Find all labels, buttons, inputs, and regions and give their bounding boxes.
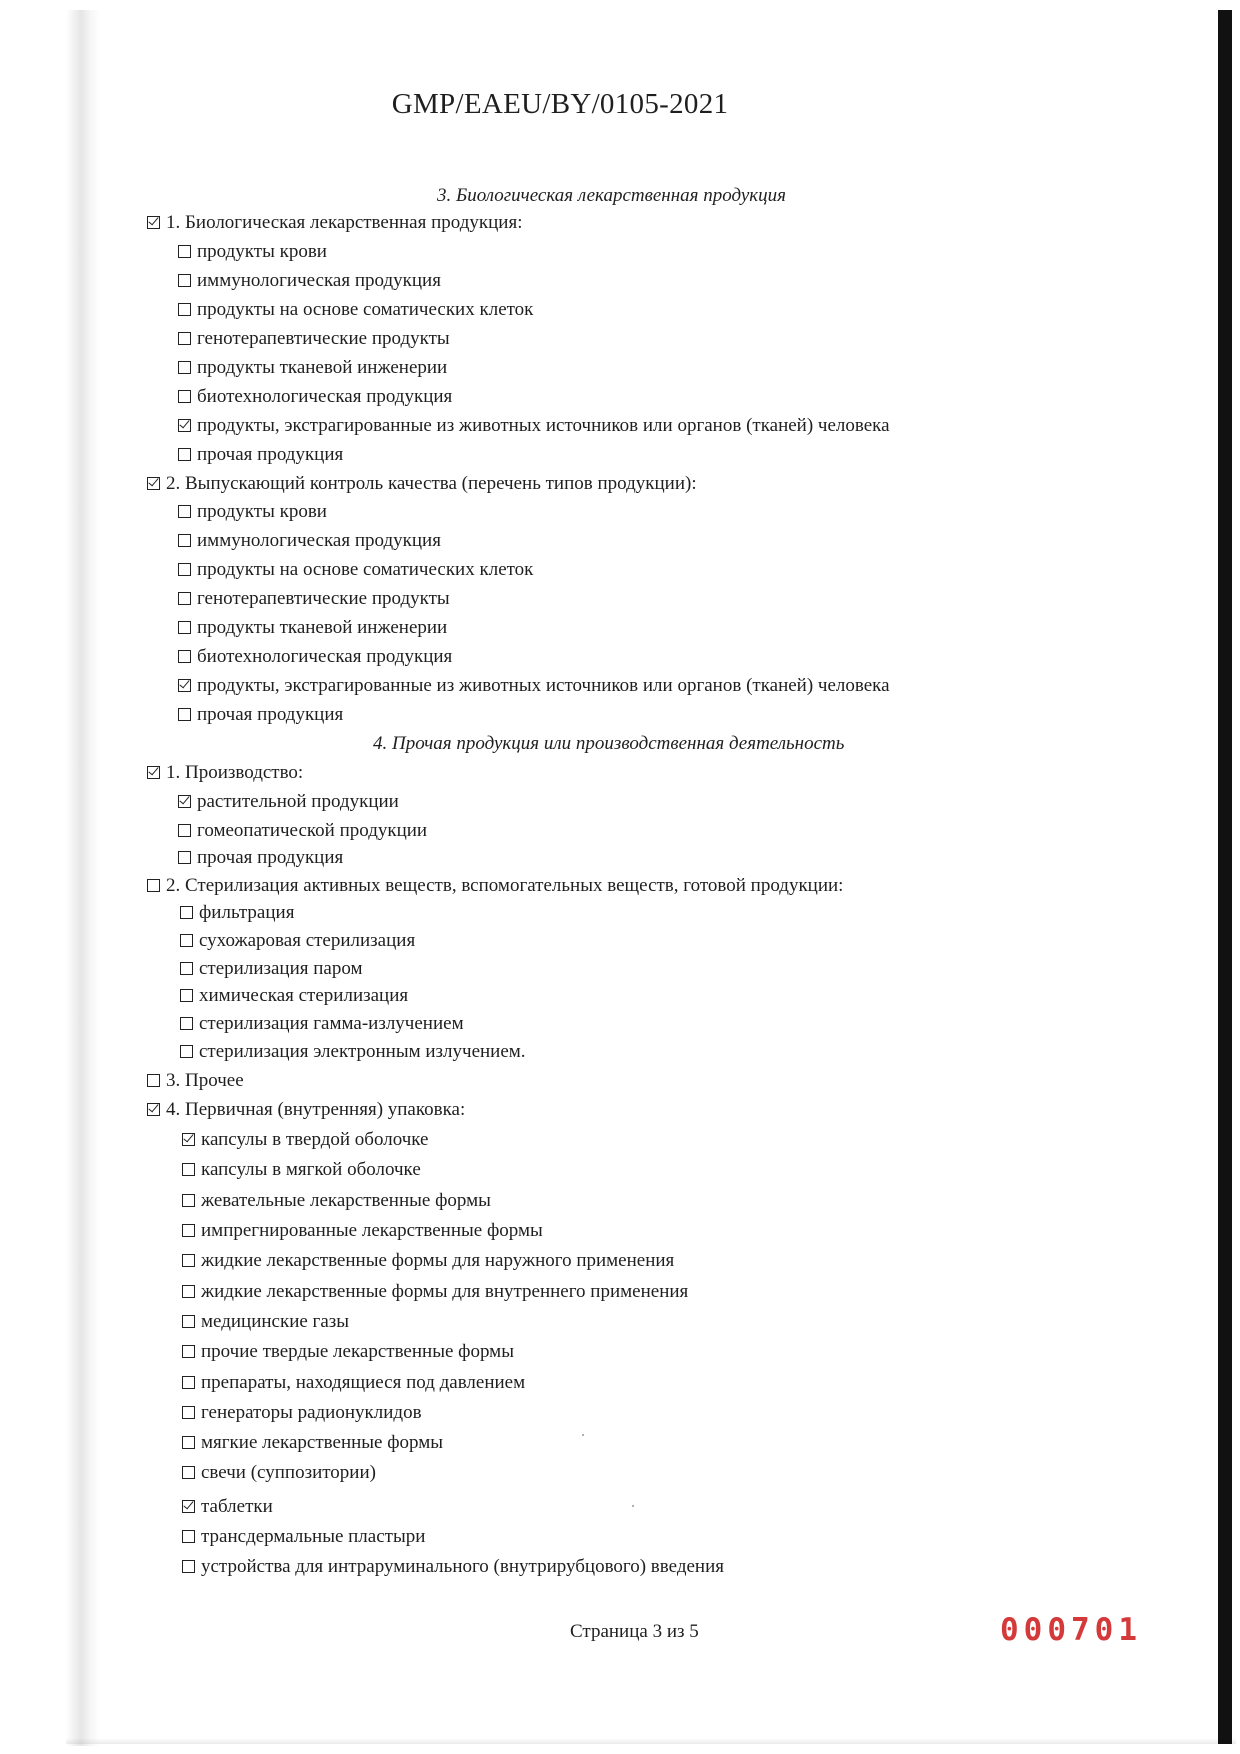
unchecked-box-icon[interactable] [182,1436,195,1449]
checklist-item-label: стерилизация гамма-излучением [199,1013,464,1034]
unchecked-box-icon[interactable] [182,1163,195,1176]
checklist-subitem [182,1431,443,1455]
unchecked-box-icon[interactable] [182,1530,195,1543]
checklist-item-label: генотерапевтические продукты [197,588,450,609]
checklist-item-label: прочая продукция [197,444,344,465]
checklist-item-label: продукты на основе соматических клеток [197,559,534,580]
checklist-subitem [182,1461,376,1485]
unchecked-box-icon[interactable] [178,361,191,374]
checklist-subitem [180,1012,464,1036]
section-heading-text: 3. Биологическая лекарственная продукция [437,185,786,206]
checklist-item-label: трансдермальные пластыри [201,1526,426,1547]
checked-box-icon[interactable] [147,477,160,490]
checklist-subitem [178,443,343,467]
unchecked-box-icon[interactable] [178,851,191,864]
unchecked-box-icon[interactable] [178,592,191,605]
checklist-subitem [178,240,327,264]
checklist-subitem [178,674,890,698]
checklist-subitem [182,1371,525,1395]
section-heading [437,184,786,208]
checklist-item-label: продукты тканевой инженерии [197,617,448,638]
checklist-section-item [147,211,522,235]
checklist-item-label: продукты на основе соматических клеток [197,299,534,320]
checklist-subitem [182,1189,491,1213]
checklist-section-item [147,761,303,785]
unchecked-box-icon[interactable] [182,1254,195,1267]
section-heading-text: 4. Прочая продукция или производственная деятельность [373,733,845,754]
unchecked-box-icon[interactable] [178,303,191,316]
checklist-item-label: 3. Прочее [166,1070,244,1091]
checked-box-icon[interactable] [178,795,191,808]
checklist-subitem [182,1495,273,1519]
checklist-subitem [178,356,447,380]
checklist-subitem [182,1249,674,1273]
checklist-subitem [178,500,327,524]
checklist-subitem [182,1401,422,1425]
checklist-subitem [178,269,441,293]
checklist-item-label: капсулы в мягкой оболочке [201,1159,421,1180]
scan-shadow-bottom [66,1738,1236,1744]
unchecked-box-icon[interactable] [178,650,191,663]
unchecked-box-icon[interactable] [178,245,191,258]
checklist-subitem [182,1158,421,1182]
checklist-item-label: жевательные лекарственные формы [201,1190,491,1211]
unchecked-box-icon[interactable] [178,534,191,547]
checked-box-icon[interactable] [182,1500,195,1513]
checklist-subitem [180,984,408,1008]
checklist-item-label: продукты крови [197,501,327,522]
checklist-subitem [182,1525,425,1549]
unchecked-box-icon[interactable] [147,879,160,892]
checked-box-icon[interactable] [147,766,160,779]
checklist-subitem [178,298,533,322]
checklist-item-label: растительной продукции [197,791,399,812]
checklist-subitem [182,1219,543,1243]
checklist-subitem [178,616,447,640]
checklist-subitem [182,1310,349,1334]
checklist-subitem [178,558,533,582]
checklist-subitem [178,846,343,870]
unchecked-box-icon[interactable] [182,1406,195,1419]
unchecked-box-icon[interactable] [178,332,191,345]
checklist-subitem [180,929,415,953]
checklist-subitem [178,529,441,553]
document-number: GMP/EAEU/BY/0105-2021 [391,88,729,120]
section-heading [373,732,844,756]
checklist-item-label: жидкие лекарственные формы для внутреннего применения [201,1281,689,1302]
checklist-subitem [182,1280,688,1304]
unchecked-box-icon[interactable] [178,708,191,721]
checklist-item-label: иммунологическая продукция [197,530,441,551]
checklist-subitem [182,1555,724,1579]
checklist-item-label: биотехнологическая продукция [197,646,453,667]
checklist-item-label: стерилизация паром [199,958,363,979]
unchecked-box-icon[interactable] [182,1194,195,1207]
unchecked-box-icon[interactable] [178,621,191,634]
checklist-item-label: биотехнологическая продукция [197,386,453,407]
checklist-item-label: продукты крови [197,241,327,262]
checklist-item-label: 1. Производство: [166,762,304,783]
checklist-subitem [178,385,452,409]
checklist-subitem [178,645,452,669]
unchecked-box-icon[interactable] [178,824,191,837]
checklist-item-label: мягкие лекарственные формы [201,1432,444,1453]
unchecked-box-icon[interactable] [178,274,191,287]
registration-stamp: 000701 [1000,1612,1142,1648]
checklist-item-label: 1. Биологическая лекарственная продукция: [166,212,523,233]
checklist-section-item [147,874,843,898]
checklist-subitem [182,1128,428,1152]
checklist-subitem [178,819,427,843]
unchecked-box-icon[interactable] [147,1074,160,1087]
checklist-item-label: 2. Выпускающий контроль качества (перечень типов продукции): [166,473,697,494]
unchecked-box-icon[interactable] [178,448,191,461]
unchecked-box-icon[interactable] [180,962,193,975]
checklist-subitem [180,901,294,925]
checklist-subitem [178,327,450,351]
checklist-item-label: сухожаровая стерилизация [199,930,416,951]
checklist-item-label: 2. Стерилизация активных веществ, вспомогательных веществ, готовой продукции: [166,875,844,896]
unchecked-box-icon[interactable] [180,906,193,919]
checklist-item-label: устройства для интраруминального (внутрирубцового) введения [201,1556,724,1577]
checklist-item-label: генотерапевтические продукты [197,328,450,349]
checked-box-icon[interactable] [147,1103,160,1116]
checklist-item-label: капсулы в твердой оболочке [201,1129,429,1150]
checklist-subitem [178,414,890,438]
unchecked-box-icon[interactable] [180,1045,193,1058]
checklist-item-label: прочая продукция [197,847,344,868]
checklist-item-label: препараты, находящиеся под давлением [201,1372,526,1393]
checklist-section-item [147,1098,465,1122]
checklist-subitem [178,587,450,611]
unchecked-box-icon[interactable] [182,1224,195,1237]
unchecked-box-icon[interactable] [182,1315,195,1328]
checklist-subitem [178,703,343,727]
unchecked-box-icon[interactable] [178,505,191,518]
unchecked-box-icon[interactable] [178,390,191,403]
scan-speck [582,1434,584,1436]
checked-box-icon[interactable] [147,216,160,229]
checklist-item-label: продукты тканевой инженерии [197,357,448,378]
checked-box-icon[interactable] [178,679,191,692]
checklist-item-label: таблетки [201,1496,273,1517]
checklist-item-label: свечи (суппозитории) [201,1462,376,1483]
unchecked-box-icon[interactable] [180,934,193,947]
checklist-item-label: 4. Первичная (внутренняя) упаковка: [166,1099,466,1120]
scan-speck [632,1505,634,1507]
page-number: Страница 3 из 5 [570,1621,699,1642]
checklist-item-label: прочая продукция [197,704,344,725]
unchecked-box-icon[interactable] [182,1345,195,1358]
checklist-subitem [180,957,363,981]
unchecked-box-icon[interactable] [182,1466,195,1479]
unchecked-box-icon[interactable] [182,1376,195,1389]
checked-box-icon[interactable] [182,1133,195,1146]
checklist-item-label: продукты, экстрагированные из животных источников или органов (тканей) человека [197,675,890,696]
checklist-subitem [180,1040,526,1064]
checklist-item-label: продукты, экстрагированные из животных источников или органов (тканей) человека [197,415,890,436]
checklist-item-label: иммунологическая продукция [197,270,441,291]
checklist-section-item [147,472,697,496]
checklist-subitem [182,1340,514,1364]
unchecked-box-icon[interactable] [178,563,191,576]
unchecked-box-icon[interactable] [182,1285,195,1298]
checklist-item-label: медицинские газы [201,1311,350,1332]
checklist-item-label: фильтрация [199,902,295,923]
unchecked-box-icon[interactable] [180,1017,193,1030]
scan-shadow-left [66,10,100,1746]
checklist-subitem [178,790,399,814]
checklist-item-label: генераторы радионуклидов [201,1402,422,1423]
unchecked-box-icon[interactable] [180,989,193,1002]
unchecked-box-icon[interactable] [182,1560,195,1573]
checklist-item-label: импрегнированные лекарственные формы [201,1220,543,1241]
scan-edge-right [1218,10,1232,1744]
checklist-item-label: жидкие лекарственные формы для наружного применения [201,1250,675,1271]
checklist-item-label: прочие твердые лекарственные формы [201,1341,514,1362]
checklist-item-label: стерилизация электронным излучением. [199,1041,526,1062]
checklist-item-label: химическая стерилизация [199,985,409,1006]
checklist-section-item [147,1069,244,1093]
checklist-item-label: гомеопатической продукции [197,820,428,841]
checked-box-icon[interactable] [178,419,191,432]
